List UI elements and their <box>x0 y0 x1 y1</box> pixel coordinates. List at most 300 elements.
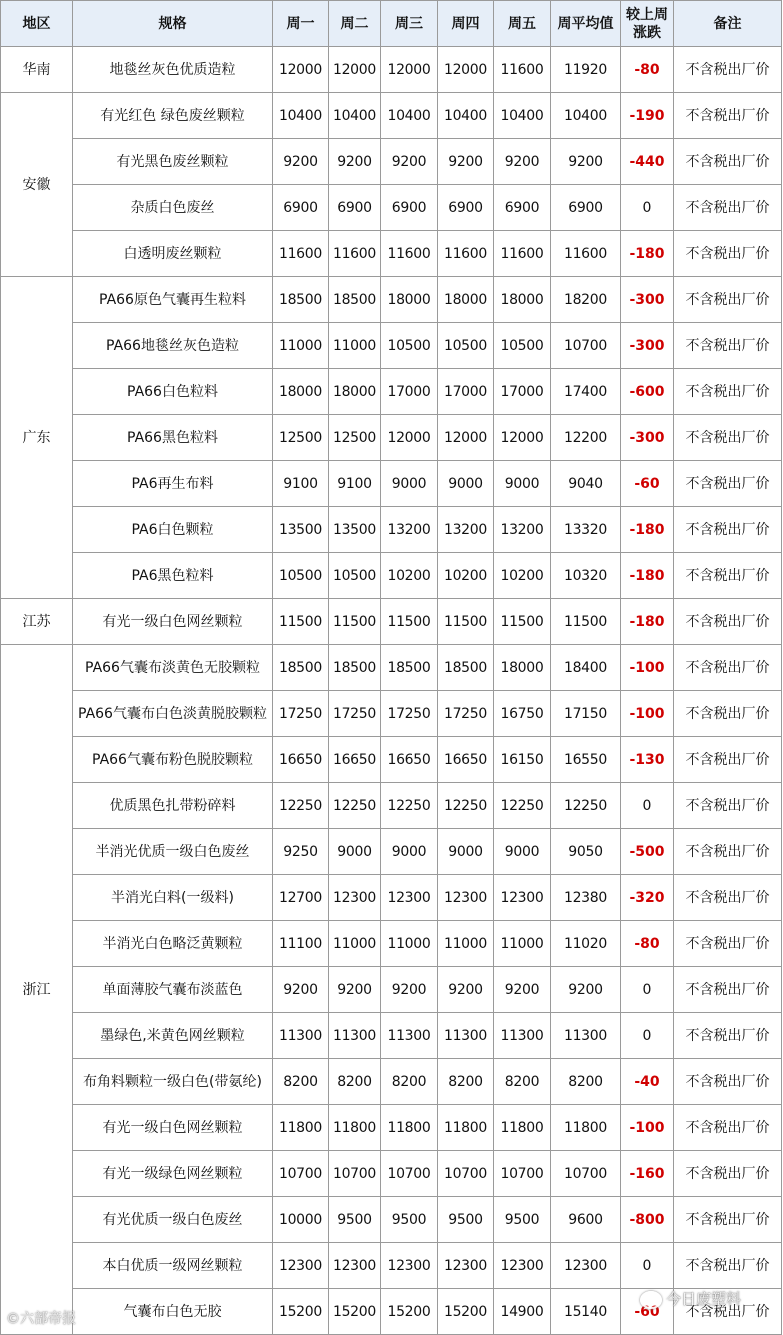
weekly-avg-cell: 17400 <box>551 369 621 415</box>
tue-cell: 10500 <box>329 553 381 599</box>
thu-cell: 12250 <box>438 783 494 829</box>
weekly-avg-cell: 18200 <box>551 277 621 323</box>
tue-cell: 18500 <box>329 277 381 323</box>
wed-cell: 8200 <box>381 1059 438 1105</box>
fri-cell: 10200 <box>494 553 551 599</box>
spec-cell: 有光黑色废丝颗粒 <box>73 139 273 185</box>
fri-cell: 9500 <box>494 1197 551 1243</box>
tue-cell: 11300 <box>329 1013 381 1059</box>
note-cell: 不含税出厂价 <box>674 875 782 921</box>
mon-cell: 18500 <box>273 645 329 691</box>
thu-cell: 11500 <box>438 599 494 645</box>
change-cell: 0 <box>621 1013 674 1059</box>
change-cell: -320 <box>621 875 674 921</box>
thu-cell: 11300 <box>438 1013 494 1059</box>
wed-cell: 13200 <box>381 507 438 553</box>
mon-cell: 12500 <box>273 415 329 461</box>
mon-cell: 6900 <box>273 185 329 231</box>
wed-cell: 11300 <box>381 1013 438 1059</box>
change-cell: -130 <box>621 737 674 783</box>
weekly-avg-cell: 10320 <box>551 553 621 599</box>
fri-cell: 12000 <box>494 415 551 461</box>
change-cell: -800 <box>621 1197 674 1243</box>
spec-cell: 有光优质一级白色废丝 <box>73 1197 273 1243</box>
header-region: 地区 <box>1 1 73 47</box>
change-cell: -300 <box>621 323 674 369</box>
chat-bubble-icon <box>640 1291 662 1309</box>
note-cell: 不含税出厂价 <box>674 1105 782 1151</box>
table-header <box>1 1 782 47</box>
table-row <box>1 185 782 231</box>
fri-cell: 18000 <box>494 277 551 323</box>
change-cell: 0 <box>621 1243 674 1289</box>
spec-cell: 半消光优质一级白色废丝 <box>73 829 273 875</box>
mon-cell: 10500 <box>273 553 329 599</box>
wed-cell: 10700 <box>381 1151 438 1197</box>
change-cell: -180 <box>621 231 674 277</box>
spec-cell: 单面薄胶气囊布淡蓝色 <box>73 967 273 1013</box>
mon-cell: 10700 <box>273 1151 329 1197</box>
thu-cell: 15200 <box>438 1289 494 1335</box>
mon-cell: 12000 <box>273 47 329 93</box>
tue-cell: 16650 <box>329 737 381 783</box>
tue-cell: 6900 <box>329 185 381 231</box>
mon-cell: 10000 <box>273 1197 329 1243</box>
note-cell: 不含税出厂价 <box>674 1197 782 1243</box>
table-row <box>1 231 782 277</box>
mon-cell: 13500 <box>273 507 329 553</box>
table-row <box>1 783 782 829</box>
spec-cell: PA66黑色粒料 <box>73 415 273 461</box>
note-cell: 不含税出厂价 <box>674 323 782 369</box>
thu-cell: 6900 <box>438 185 494 231</box>
note-cell: 不含税出厂价 <box>674 1059 782 1105</box>
spec-cell: PA66气囊布淡黄色无胶颗粒 <box>73 645 273 691</box>
fri-cell: 9200 <box>494 967 551 1013</box>
table-row <box>1 47 782 93</box>
wed-cell: 9000 <box>381 829 438 875</box>
note-cell: 不含税出厂价 <box>674 277 782 323</box>
mon-cell: 11000 <box>273 323 329 369</box>
wed-cell: 10500 <box>381 323 438 369</box>
change-cell: -40 <box>621 1059 674 1105</box>
weekly-avg-cell: 15140 <box>551 1289 621 1335</box>
region-cell: 浙江 <box>1 645 73 1335</box>
tue-cell: 13500 <box>329 507 381 553</box>
change-cell: -100 <box>621 691 674 737</box>
header-wed: 周三 <box>381 1 438 47</box>
table-row <box>1 277 782 323</box>
change-cell: -180 <box>621 507 674 553</box>
spec-cell: 有光红色 绿色废丝颗粒 <box>73 93 273 139</box>
weekly-avg-cell: 11920 <box>551 47 621 93</box>
note-cell: 不含税出厂价 <box>674 1289 782 1335</box>
spec-cell: PA6白色颗粒 <box>73 507 273 553</box>
spec-cell: 杂质白色废丝 <box>73 185 273 231</box>
table-row <box>1 921 782 967</box>
weekly-avg-cell: 12250 <box>551 783 621 829</box>
table-row <box>1 1105 782 1151</box>
tue-cell: 18000 <box>329 369 381 415</box>
spec-cell: 半消光白色略泛黄颗粒 <box>73 921 273 967</box>
tue-cell: 11000 <box>329 921 381 967</box>
change-cell: 0 <box>621 185 674 231</box>
table-body <box>1 47 782 1335</box>
spec-cell: PA66白色粒料 <box>73 369 273 415</box>
mon-cell: 16650 <box>273 737 329 783</box>
fri-cell: 10700 <box>494 1151 551 1197</box>
wed-cell: 12000 <box>381 47 438 93</box>
wed-cell: 11500 <box>381 599 438 645</box>
weekly-avg-cell: 10700 <box>551 1151 621 1197</box>
table-row <box>1 645 782 691</box>
fri-cell: 16150 <box>494 737 551 783</box>
fri-cell: 10400 <box>494 93 551 139</box>
thu-cell: 8200 <box>438 1059 494 1105</box>
wed-cell: 16650 <box>381 737 438 783</box>
table-row <box>1 369 782 415</box>
fri-cell: 17000 <box>494 369 551 415</box>
thu-cell: 12300 <box>438 875 494 921</box>
watermark-right-text: 今日废塑料 <box>666 1290 742 1308</box>
fri-cell: 12250 <box>494 783 551 829</box>
table-row <box>1 415 782 461</box>
fri-cell: 11500 <box>494 599 551 645</box>
tue-cell: 11500 <box>329 599 381 645</box>
header-change: 较上周涨跌 <box>621 1 674 47</box>
change-cell: -190 <box>621 93 674 139</box>
mon-cell: 9100 <box>273 461 329 507</box>
tue-cell: 12300 <box>329 875 381 921</box>
thu-cell: 12000 <box>438 47 494 93</box>
fri-cell: 9000 <box>494 461 551 507</box>
thu-cell: 12000 <box>438 415 494 461</box>
tue-cell: 10400 <box>329 93 381 139</box>
mon-cell: 12300 <box>273 1243 329 1289</box>
change-cell: -600 <box>621 369 674 415</box>
table-row <box>1 1059 782 1105</box>
table-row <box>1 1197 782 1243</box>
thu-cell: 9500 <box>438 1197 494 1243</box>
thu-cell: 12300 <box>438 1243 494 1289</box>
change-cell: -80 <box>621 47 674 93</box>
wed-cell: 12300 <box>381 1243 438 1289</box>
thu-cell: 9000 <box>438 829 494 875</box>
weekly-avg-cell: 12380 <box>551 875 621 921</box>
weekly-avg-cell: 17150 <box>551 691 621 737</box>
note-cell: 不含税出厂价 <box>674 1243 782 1289</box>
note-cell: 不含税出厂价 <box>674 507 782 553</box>
weekly-avg-cell: 18400 <box>551 645 621 691</box>
spec-cell: 布角料颗粒一级白色(带氨纶) <box>73 1059 273 1105</box>
tue-cell: 12250 <box>329 783 381 829</box>
table-row <box>1 599 782 645</box>
mon-cell: 18000 <box>273 369 329 415</box>
fri-cell: 10500 <box>494 323 551 369</box>
spec-cell: PA6再生布料 <box>73 461 273 507</box>
note-cell: 不含税出厂价 <box>674 185 782 231</box>
fri-cell: 12300 <box>494 1243 551 1289</box>
wed-cell: 18000 <box>381 277 438 323</box>
change-cell: -300 <box>621 415 674 461</box>
note-cell: 不含税出厂价 <box>674 415 782 461</box>
tue-cell: 9000 <box>329 829 381 875</box>
table-row <box>1 553 782 599</box>
change-cell: -440 <box>621 139 674 185</box>
fri-cell: 18000 <box>494 645 551 691</box>
note-cell: 不含税出厂价 <box>674 369 782 415</box>
fri-cell: 8200 <box>494 1059 551 1105</box>
table-row <box>1 323 782 369</box>
region-cell: 安徽 <box>1 93 73 277</box>
tue-cell: 11800 <box>329 1105 381 1151</box>
spec-cell: PA66地毯丝灰色造粒 <box>73 323 273 369</box>
thu-cell: 9000 <box>438 461 494 507</box>
weekly-avg-cell: 9600 <box>551 1197 621 1243</box>
fri-cell: 11000 <box>494 921 551 967</box>
tue-cell: 17250 <box>329 691 381 737</box>
thu-cell: 11000 <box>438 921 494 967</box>
mon-cell: 8200 <box>273 1059 329 1105</box>
header-note: 备注 <box>674 1 782 47</box>
watermark-right <box>640 1288 741 1309</box>
note-cell: 不含税出厂价 <box>674 737 782 783</box>
note-cell: 不含税出厂价 <box>674 599 782 645</box>
thu-cell: 10200 <box>438 553 494 599</box>
note-cell: 不含税出厂价 <box>674 461 782 507</box>
wed-cell: 9000 <box>381 461 438 507</box>
mon-cell: 11800 <box>273 1105 329 1151</box>
change-cell: 0 <box>621 783 674 829</box>
change-cell: -60 <box>621 461 674 507</box>
header-fri: 周五 <box>494 1 551 47</box>
spec-cell: 本白优质一级网丝颗粒 <box>73 1243 273 1289</box>
tue-cell: 8200 <box>329 1059 381 1105</box>
note-cell: 不含税出厂价 <box>674 231 782 277</box>
note-cell: 不含税出厂价 <box>674 783 782 829</box>
change-cell: -80 <box>621 921 674 967</box>
thu-cell: 17250 <box>438 691 494 737</box>
tue-cell: 12300 <box>329 1243 381 1289</box>
tue-cell: 11000 <box>329 323 381 369</box>
wed-cell: 10400 <box>381 93 438 139</box>
spec-cell: 半消光白料(一级料) <box>73 875 273 921</box>
change-cell: -100 <box>621 645 674 691</box>
tue-cell: 9200 <box>329 139 381 185</box>
thu-cell: 11600 <box>438 231 494 277</box>
tue-cell: 18500 <box>329 645 381 691</box>
region-cell: 华南 <box>1 47 73 93</box>
header-tue: 周二 <box>329 1 381 47</box>
mon-cell: 11500 <box>273 599 329 645</box>
fri-cell: 11600 <box>494 47 551 93</box>
wed-cell: 12250 <box>381 783 438 829</box>
table-row <box>1 967 782 1013</box>
weekly-avg-cell: 12300 <box>551 1243 621 1289</box>
change-cell: -500 <box>621 829 674 875</box>
change-cell: -300 <box>621 277 674 323</box>
note-cell: 不含税出厂价 <box>674 47 782 93</box>
table-row <box>1 139 782 185</box>
wed-cell: 9200 <box>381 967 438 1013</box>
spec-cell: 有光一级绿色网丝颗粒 <box>73 1151 273 1197</box>
note-cell: 不含税出厂价 <box>674 967 782 1013</box>
mon-cell: 11300 <box>273 1013 329 1059</box>
change-cell: -160 <box>621 1151 674 1197</box>
region-cell: 广东 <box>1 277 73 599</box>
mon-cell: 17250 <box>273 691 329 737</box>
note-cell: 不含税出厂价 <box>674 93 782 139</box>
weekly-avg-cell: 12200 <box>551 415 621 461</box>
wed-cell: 12000 <box>381 415 438 461</box>
weekly-avg-cell: 16550 <box>551 737 621 783</box>
table-row <box>1 1151 782 1197</box>
table-row <box>1 691 782 737</box>
table-row <box>1 1013 782 1059</box>
wed-cell: 11600 <box>381 231 438 277</box>
thu-cell: 17000 <box>438 369 494 415</box>
thu-cell: 10400 <box>438 93 494 139</box>
thu-cell: 16650 <box>438 737 494 783</box>
fri-cell: 9200 <box>494 139 551 185</box>
fri-cell: 11300 <box>494 1013 551 1059</box>
change-cell: -180 <box>621 553 674 599</box>
spec-cell: 有光一级白色网丝颗粒 <box>73 1105 273 1151</box>
weekly-avg-cell: 10700 <box>551 323 621 369</box>
weekly-avg-cell: 10400 <box>551 93 621 139</box>
change-cell: -180 <box>621 599 674 645</box>
tue-cell: 10700 <box>329 1151 381 1197</box>
weekly-avg-cell: 11300 <box>551 1013 621 1059</box>
mon-cell: 11600 <box>273 231 329 277</box>
wed-cell: 11800 <box>381 1105 438 1151</box>
spec-cell: PA66原色气囊再生粒料 <box>73 277 273 323</box>
weekly-avg-cell: 11800 <box>551 1105 621 1151</box>
thu-cell: 11800 <box>438 1105 494 1151</box>
fri-cell: 11600 <box>494 231 551 277</box>
thu-cell: 9200 <box>438 967 494 1013</box>
spec-cell: 白透明废丝颗粒 <box>73 231 273 277</box>
table-row <box>1 829 782 875</box>
thu-cell: 13200 <box>438 507 494 553</box>
mon-cell: 11100 <box>273 921 329 967</box>
thu-cell: 10500 <box>438 323 494 369</box>
spec-cell: 墨绿色,米黄色网丝颗粒 <box>73 1013 273 1059</box>
tue-cell: 12500 <box>329 415 381 461</box>
tue-cell: 9100 <box>329 461 381 507</box>
spec-cell: PA66气囊布白色淡黄脱胶颗粒 <box>73 691 273 737</box>
fri-cell: 16750 <box>494 691 551 737</box>
spec-cell: 有光一级白色网丝颗粒 <box>73 599 273 645</box>
note-cell: 不含税出厂价 <box>674 691 782 737</box>
mon-cell: 12250 <box>273 783 329 829</box>
fri-cell: 9000 <box>494 829 551 875</box>
fri-cell: 12300 <box>494 875 551 921</box>
thu-cell: 18500 <box>438 645 494 691</box>
weekly-avg-cell: 11600 <box>551 231 621 277</box>
wed-cell: 12300 <box>381 875 438 921</box>
weekly-avg-cell: 8200 <box>551 1059 621 1105</box>
tue-cell: 12000 <box>329 47 381 93</box>
mon-cell: 10400 <box>273 93 329 139</box>
header-mon: 周一 <box>273 1 329 47</box>
table-row <box>1 461 782 507</box>
mon-cell: 9250 <box>273 829 329 875</box>
weekly-avg-cell: 11020 <box>551 921 621 967</box>
mon-cell: 12700 <box>273 875 329 921</box>
weekly-avg-cell: 9200 <box>551 967 621 1013</box>
weekly-avg-cell: 6900 <box>551 185 621 231</box>
header-weekly-avg: 周平均值 <box>551 1 621 47</box>
mon-cell: 15200 <box>273 1289 329 1335</box>
thu-cell: 18000 <box>438 277 494 323</box>
note-cell: 不含税出厂价 <box>674 139 782 185</box>
weekly-avg-cell: 9200 <box>551 139 621 185</box>
header-row <box>1 1 782 47</box>
mon-cell: 9200 <box>273 967 329 1013</box>
mon-cell: 18500 <box>273 277 329 323</box>
weekly-avg-cell: 9050 <box>551 829 621 875</box>
tue-cell: 9500 <box>329 1197 381 1243</box>
mon-cell: 9200 <box>273 139 329 185</box>
table-row <box>1 737 782 783</box>
wed-cell: 11000 <box>381 921 438 967</box>
fri-cell: 14900 <box>494 1289 551 1335</box>
wed-cell: 9500 <box>381 1197 438 1243</box>
tue-cell: 9200 <box>329 967 381 1013</box>
change-cell: 0 <box>621 967 674 1013</box>
note-cell: 不含税出厂价 <box>674 1151 782 1197</box>
header-spec: 规格 <box>73 1 273 47</box>
table-row <box>1 1243 782 1289</box>
wed-cell: 15200 <box>381 1289 438 1335</box>
note-cell: 不含税出厂价 <box>674 921 782 967</box>
note-cell: 不含税出厂价 <box>674 829 782 875</box>
weekly-avg-cell: 11500 <box>551 599 621 645</box>
watermark-left: ©六部帝报 <box>6 1311 76 1327</box>
wed-cell: 9200 <box>381 139 438 185</box>
note-cell: 不含税出厂价 <box>674 1013 782 1059</box>
tue-cell: 15200 <box>329 1289 381 1335</box>
wed-cell: 17250 <box>381 691 438 737</box>
fri-cell: 13200 <box>494 507 551 553</box>
weekly-avg-cell: 13320 <box>551 507 621 553</box>
thu-cell: 9200 <box>438 139 494 185</box>
table-row <box>1 507 782 553</box>
wed-cell: 18500 <box>381 645 438 691</box>
region-cell: 江苏 <box>1 599 73 645</box>
tue-cell: 11600 <box>329 231 381 277</box>
wed-cell: 17000 <box>381 369 438 415</box>
wed-cell: 10200 <box>381 553 438 599</box>
fri-cell: 11800 <box>494 1105 551 1151</box>
spec-cell: PA66气囊布粉色脱胶颗粒 <box>73 737 273 783</box>
thu-cell: 10700 <box>438 1151 494 1197</box>
spec-cell: 优质黑色扎带粉碎料 <box>73 783 273 829</box>
table-row <box>1 93 782 139</box>
note-cell: 不含税出厂价 <box>674 645 782 691</box>
wed-cell: 6900 <box>381 185 438 231</box>
weekly-avg-cell: 9040 <box>551 461 621 507</box>
change-cell: -100 <box>621 1105 674 1151</box>
table-row <box>1 875 782 921</box>
change-cell: -60 <box>621 1289 674 1335</box>
spec-cell: 地毯丝灰色优质造粒 <box>73 47 273 93</box>
header-thu: 周四 <box>438 1 494 47</box>
fri-cell: 6900 <box>494 185 551 231</box>
spec-cell: 气囊布白色无胶 <box>73 1289 273 1335</box>
spec-cell: PA6黑色粒料 <box>73 553 273 599</box>
